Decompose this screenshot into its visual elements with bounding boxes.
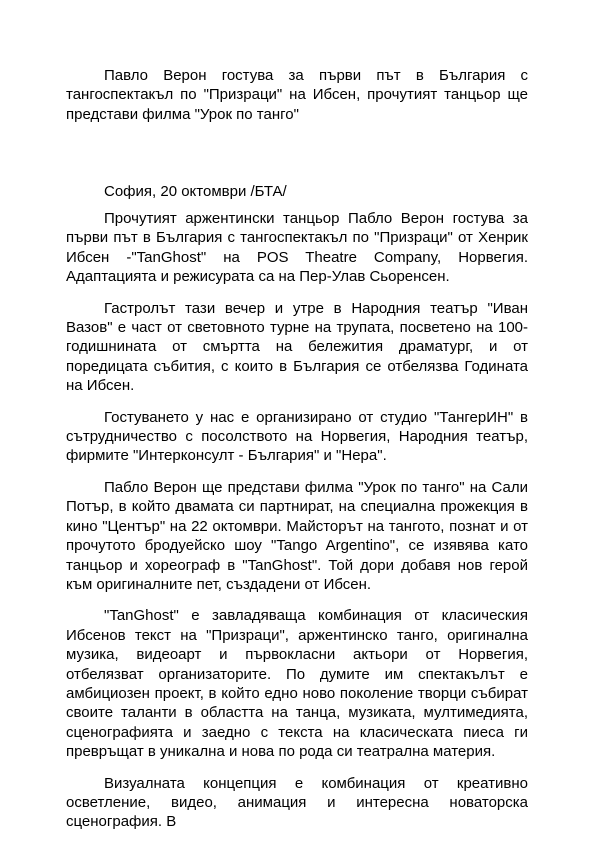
dateline: [66, 182, 528, 201]
lead-paragraph: [66, 66, 528, 124]
paragraph-4: Пабло Верон ще представи филма "Урок по танго" на Сали Потър, в който двамата си партнират, на специална прожекция в кино "Център" на 22 октомври. Майсторът на тангото, познат и от прочутото бродуейско шоу "Tango Argentino", се изявява като танцьор и хореограф в "TanGhost". Той дори добавя нов герой към оригиналните пет, създадени от Ибсен.: [66, 478, 528, 593]
paragraph-2: Гастролът тази вечер и утре в Народния театър "Иван Вазов" е част от световното турне на трупата, посветено на 100-годишнината от смъртта на бележития драматург, и от поредицата събития, с които в България се отбелязва Годината на Ибсен.: [66, 299, 528, 395]
paragraph-1: Прочутият аржентински танцьор Пабло Верон гостува за първи път в България с тангоспектакъл по "Призраци" от Хенрик Ибсен -"TanGhost" на POS Theatre Company, Норвегия. Адаптацията и режисурата са на Пер-Улав Сьоренсен.: [66, 210, 528, 286]
paragraph-5: "TanGhost" е завладяваща комбинация от класическия Ибсенов текст на "Призраци", аржентинско танго, оригинална музика, видеоарт и първокласни актьори от Норвегия, отбелязват организаторите. По думите им спектакълът е амбициозен проект, в който едно ново поколение творци събират своите таланти в областта на танца, музиката, мултимедията, сценографията и заедно с текста на класическата пиеса ги превръщат в уникална и нова по рода си театрална материя.: [66, 607, 528, 761]
paragraph-6: Визуалната концепция е комбинация от креативно осветление, видео, анимация и интересна новаторска сценография. В: [66, 774, 528, 831]
lead-text: Павло Верон гостува за първи път в България с тангоспектакъл по "Призраци" на Ибсен, прочутият танцьор ще представи филма "Урок по танго": [66, 67, 528, 123]
paragraph-3: Гостуването у нас е организирано от студио "ТангерИН" в сътрудничество с посолството на Норвегия, Народния театър, фирмите "Интерконсулт - България" и "Нера".: [66, 408, 528, 465]
dateline-text: София, 20 октомври /БТА/: [104, 183, 287, 200]
article-body: [66, 209, 528, 844]
